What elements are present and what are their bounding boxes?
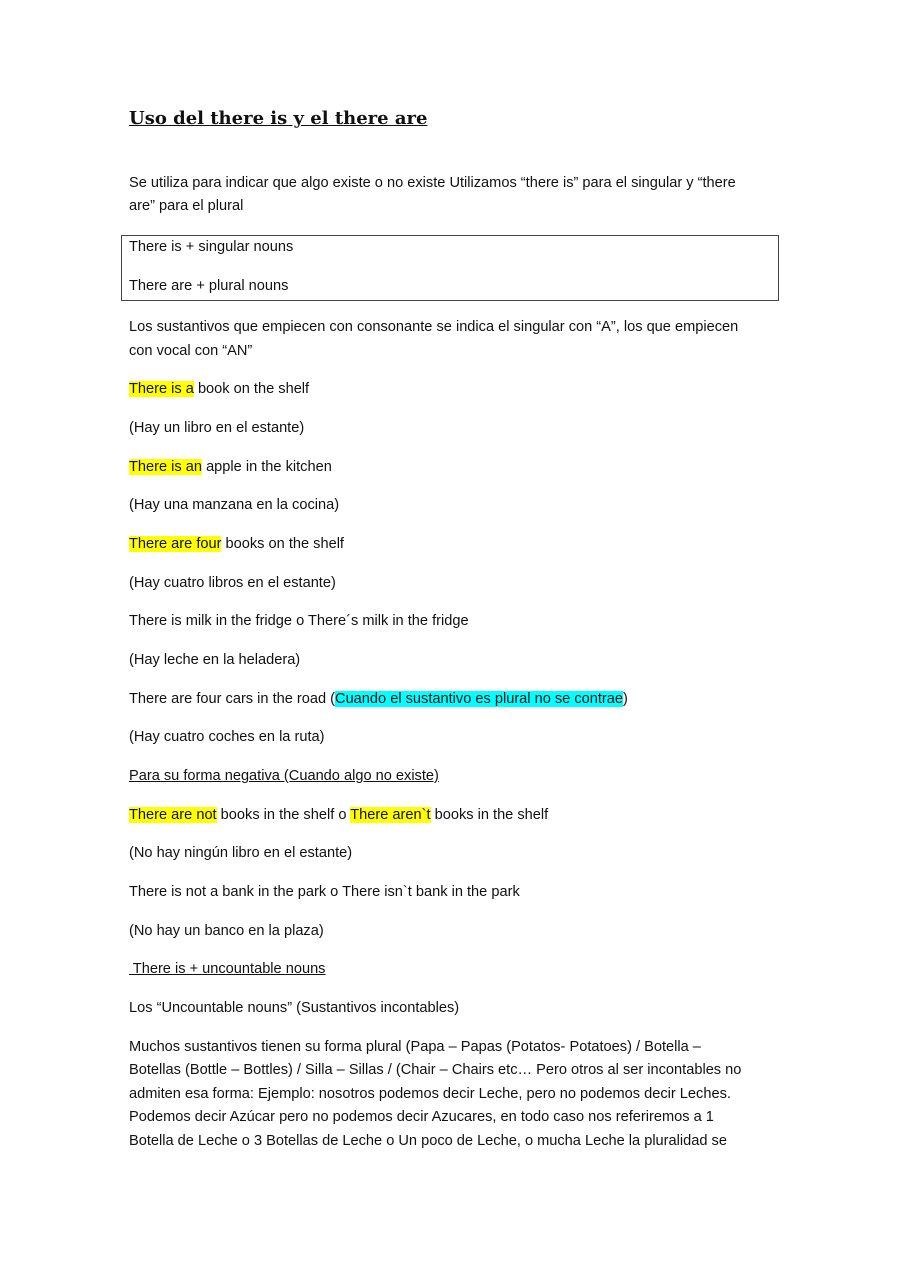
negative-example-1-highlight-1: There are not — [129, 807, 217, 823]
rule-plural: There are + plural nouns — [129, 278, 289, 294]
example-1-rest: book on the shelf — [193, 381, 310, 397]
negative-example-2: There is not a bank in the park o There isn`t bank in the park — [129, 884, 520, 900]
negative-example-1-translation: (No hay ningún libro en el estante) — [129, 845, 353, 861]
document-title: Uso del there is y el there are — [129, 108, 428, 129]
uncountable-paragraph-line-5: Botella de Leche o 3 Botellas de Leche o Un poco de Leche, o mucha Leche la pluralidad se — [129, 1133, 727, 1149]
example-2-rest: apple in the kitchen — [202, 459, 332, 475]
example-1-translation: (Hay un libro en el estante) — [129, 420, 305, 436]
uncountable-paragraph-line-1: Muchos sustantivos tienen su forma plural (Papa – Papas (Potatos- Potatoes) / Botella – — [129, 1039, 701, 1055]
example-5-post: ) — [623, 691, 628, 707]
uncountable-paragraph-line-2: Botellas (Bottle – Bottles) / Silla – Sillas / (Chair – Chairs etc… Pero otros al ser incontables no — [129, 1062, 742, 1078]
example-3-highlight: There are four — [129, 536, 222, 552]
uncountable-paragraph-line-3: admiten esa forma: Ejemplo: nosotros podemos decir Leche, pero no podemos decir Leches. — [129, 1086, 731, 1102]
articles-note-line-2: con vocal con “AN” — [129, 343, 253, 359]
intro-line-1: Se utiliza para indicar que algo existe o no existe Utilizamos “there is” para el singular y “there — [129, 175, 736, 191]
rule-singular: There is + singular nouns — [129, 239, 294, 255]
example-5-translation: (Hay cuatro coches en la ruta) — [129, 729, 325, 745]
example-3-rest: books on the shelf — [221, 536, 344, 552]
articles-note-line-1: Los sustantivos que empiecen con consonante se indica el singular con “A”, los que empiecen — [129, 319, 739, 335]
example-5 — [129, 688, 779, 711]
uncountable-paragraph-line-4: Podemos decir Azúcar pero no podemos decir Azucares, en todo caso nos referiremos a 1 — [129, 1109, 714, 1125]
example-3 — [129, 533, 779, 556]
example-4-translation: (Hay leche en la heladera) — [129, 652, 301, 668]
example-4: There is milk in the fridge o There´s milk in the fridge — [129, 613, 469, 629]
example-3-translation: (Hay cuatro libros en el estante) — [129, 575, 336, 591]
example-1 — [129, 378, 779, 401]
intro-line-2: are” para el plural — [129, 198, 244, 214]
example-1-highlight: There is a — [129, 381, 194, 397]
negative-example-1-post: books in the shelf — [430, 807, 549, 823]
uncountable-heading — [129, 958, 779, 981]
example-2-translation: (Hay una manzana en la cocina) — [129, 497, 340, 513]
uncountable-subtitle: Los “Uncountable nouns” (Sustantivos incontables) — [129, 1000, 460, 1016]
example-2-highlight: There is an — [129, 459, 203, 475]
negative-heading: Para su forma negativa (Cuando algo no existe) — [129, 768, 439, 784]
rule-box — [121, 235, 779, 301]
example-5-pre: There are four cars in the road ( — [129, 691, 336, 707]
negative-example-1 — [129, 804, 779, 827]
uncountable-heading-text: There is + uncountable nouns — [129, 961, 326, 977]
example-5-highlight: Cuando el sustantivo es plural no se contrae — [335, 691, 624, 707]
example-2 — [129, 456, 779, 479]
negative-example-1-mid: books in the shelf o — [216, 807, 351, 823]
negative-example-1-highlight-2: There aren`t — [350, 807, 431, 823]
negative-example-2-translation: (No hay un banco en la plaza) — [129, 923, 324, 939]
